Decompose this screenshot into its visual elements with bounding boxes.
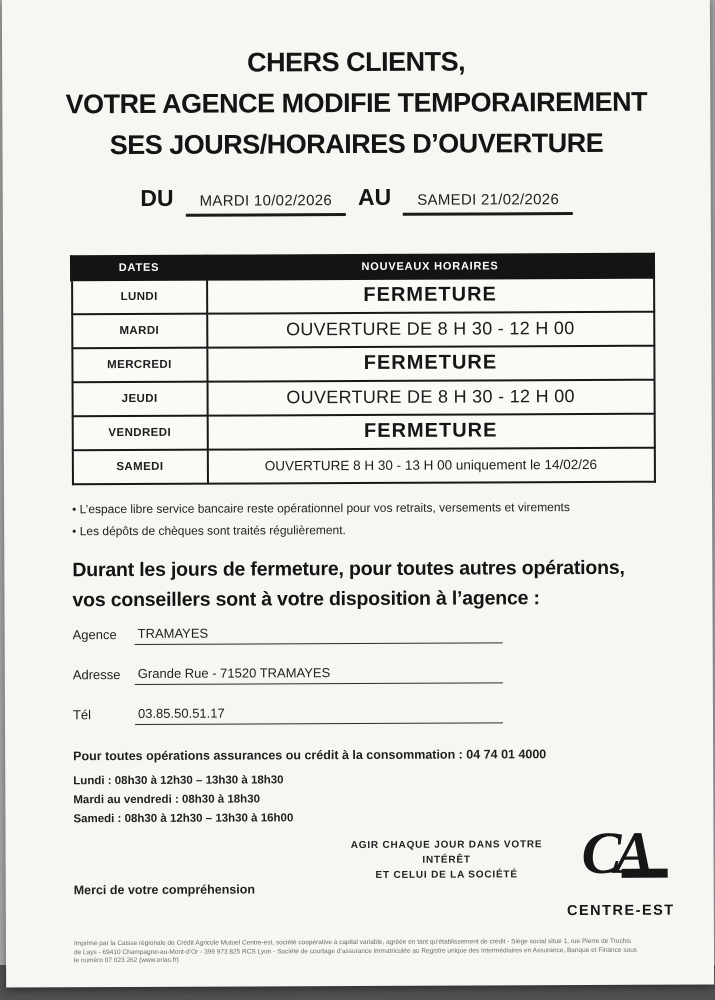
table-row bbox=[72, 379, 654, 416]
hours-cell: FERMETURE bbox=[207, 413, 654, 449]
column-header-dates: DATES bbox=[71, 256, 206, 280]
note-item: • Les dépôts de chèques sont traités régulièrement. bbox=[72, 518, 570, 542]
insurance-credit-line: Pour toutes opérations assurances ou crédit à la consommation : 04 74 01 4000 bbox=[73, 747, 547, 764]
day-cell: MARDI bbox=[72, 313, 207, 348]
field-value-agence: TRAMAYES bbox=[135, 624, 503, 645]
hours-cell: FERMETURE bbox=[207, 345, 654, 381]
title-line-3: SES JOURS/HORAIRES D’OUVERTURE bbox=[109, 127, 604, 161]
closure-heading bbox=[72, 553, 625, 615]
du-label: DU bbox=[140, 184, 174, 211]
hours-cell: OUVERTURE 8 H 30 - 13 H 00 uniquement le 14/02/26 bbox=[207, 447, 654, 483]
field-label-adresse: Adresse bbox=[72, 667, 121, 683]
hours-cell: OUVERTURE DE 8 H 30 - 12 H 00 bbox=[207, 379, 654, 415]
hours-cell: OUVERTURE DE 8 H 30 - 12 H 00 bbox=[207, 311, 654, 347]
title-line-1: CHERS CLIENTS, bbox=[247, 46, 466, 78]
brand-name: CENTRE-EST bbox=[566, 902, 675, 920]
day-cell: MERCREDI bbox=[72, 347, 207, 382]
table-row bbox=[72, 311, 654, 348]
au-label: AU bbox=[357, 183, 392, 210]
schedule-table bbox=[70, 253, 656, 485]
agency-details bbox=[73, 624, 504, 746]
title-line-2: VOTRE AGENCE MODIFIE TEMPORAIREMENT bbox=[65, 86, 648, 120]
du-date: MARDI 10/02/2026 bbox=[186, 192, 346, 217]
field-value-tel: 03.85.50.51.17 bbox=[135, 704, 503, 725]
opening-hours-line: Samedi : 08h30 à 12h30 – 13h30 à 16h00 bbox=[73, 812, 294, 826]
agency-field-row bbox=[73, 624, 503, 645]
day-cell: JEUDI bbox=[72, 381, 207, 416]
field-label-tel: Tél bbox=[72, 707, 92, 723]
field-value-adresse: Grande Rue - 71520 TRAMAYES bbox=[135, 664, 503, 685]
agency-field-row bbox=[73, 704, 503, 725]
page-title bbox=[2, 40, 711, 166]
closure-line-2: vos conseillers sont à votre disposition à l’agence : bbox=[72, 587, 540, 612]
opening-hours-line: Lundi : 08h30 à 12h30 – 13h30 à 18h30 bbox=[73, 774, 284, 788]
tagline-line-1: AGIR CHAQUE JOUR DANS VOTRE INTÉRÊT bbox=[350, 839, 543, 866]
scanned-notice-page bbox=[2, 0, 714, 988]
note-item: • L’espace libre service bancaire reste opérationnel pour vos retraits, versements et virements bbox=[72, 496, 570, 520]
day-cell: LUNDI bbox=[72, 279, 207, 314]
brand-tagline bbox=[336, 837, 558, 883]
hours-cell: FERMETURE bbox=[207, 277, 654, 313]
table-header-row bbox=[71, 254, 653, 280]
agency-field-row bbox=[73, 664, 503, 685]
field-label-agence: Agence bbox=[72, 627, 117, 643]
tagline-line-2: ET CELUI DE LA SOCIÉTÉ bbox=[375, 869, 518, 881]
table-row bbox=[72, 447, 654, 484]
column-header-nouveaux-horaires: NOUVEAUX HORAIRES bbox=[206, 254, 653, 279]
other-operations-info bbox=[73, 747, 546, 829]
au-date: SAMEDI 21/02/2026 bbox=[403, 191, 573, 216]
credit-agricole-logo-icon bbox=[581, 817, 673, 891]
logo-letters: CA bbox=[581, 819, 648, 887]
table-row bbox=[72, 413, 654, 450]
date-range bbox=[3, 182, 711, 217]
service-notes bbox=[72, 496, 570, 542]
opening-hours-line: Mardi au vendredi : 08h30 à 18h30 bbox=[73, 793, 261, 807]
thanks-note: Merci de votre compréhension bbox=[73, 882, 256, 898]
table-row bbox=[72, 345, 654, 382]
closure-line-1: Durant les jours de fermeture, pour toutes autres opérations, bbox=[72, 556, 625, 582]
legal-text: Imprimé par la Caisse régionale de Crédit Agricole Mutuel Centre-est, société coopérative à capital variable, agréée en tant qu’établissement de crédit - Siège social situé 1, rue Pierre de Truchis de Lays - 69410 Champagne-au-Mont-d’Or - 399 973 825 RCS Lyon - Société de courtage d’assurance immatriculée au Registre unique des Intermédiaires en Assurance, Banque et Finance sous le numéro 07 023 262 (www.orias.fr) bbox=[73, 937, 638, 965]
table-row bbox=[72, 277, 654, 314]
day-cell: VENDREDI bbox=[72, 415, 207, 450]
day-cell: SAMEDI bbox=[72, 449, 207, 484]
